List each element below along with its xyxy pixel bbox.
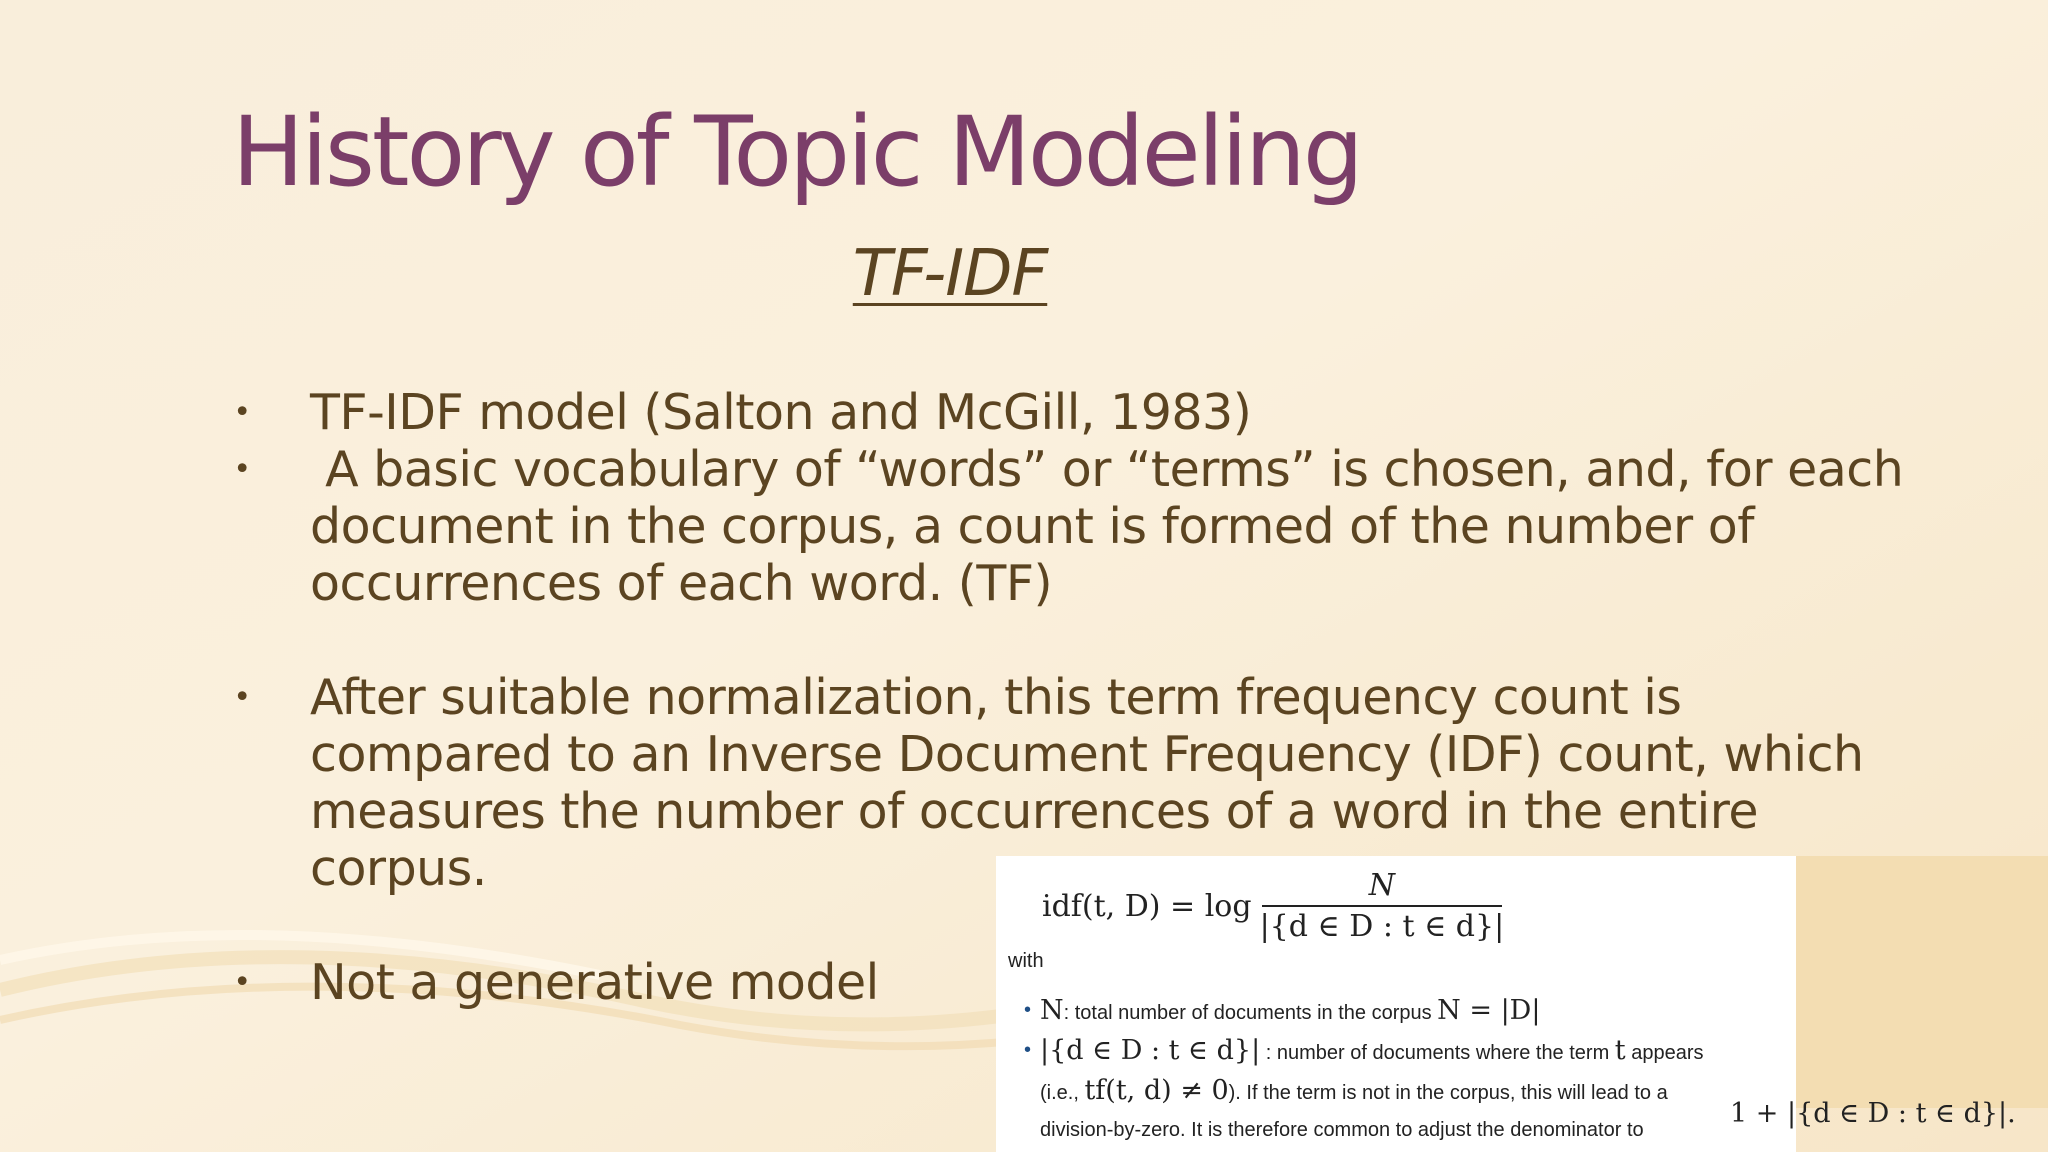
bullet-marker: • xyxy=(233,680,251,715)
idf-formula xyxy=(1042,868,1504,944)
slide-title: History of Topic Modeling xyxy=(232,96,1361,208)
idf-formula-image xyxy=(996,856,1796,1152)
bullet-line: compared to an Inverse Document Frequency (IDF) count, which xyxy=(310,726,1864,783)
definition-text: appears xyxy=(1625,1042,1704,1064)
bullet-line: measures the number of occurrences of a word in the entire xyxy=(310,783,1758,840)
definition-text: division-by-zero. It is therefore common to adjust the denominator to xyxy=(1040,1119,1644,1141)
bullet-item-vocabulary xyxy=(232,441,1912,612)
definition-text: : number of documents where the term xyxy=(1260,1042,1615,1064)
denominator-adjustment-math: 1 + |{d ∈ D : t ∈ d}|. xyxy=(1730,1098,2016,1129)
slide-subtitle: TF-IDF xyxy=(852,237,1048,311)
bullet-marker: • xyxy=(233,965,251,1000)
bullet-line: occurrences of each word. (TF) xyxy=(310,555,1053,612)
bullet-marker: • xyxy=(1024,999,1032,1021)
math-symbol: N xyxy=(1040,995,1064,1026)
definition-text: ). If the term is not in the corpus, this will lead to a xyxy=(1228,1082,1668,1104)
formula-denominator: |{d ∈ D : t ∈ d}| xyxy=(1259,909,1505,944)
bullet-line: After suitable normalization, this term frequency count is xyxy=(310,669,1682,726)
formula-fraction xyxy=(1260,868,1505,944)
math-symbol: t xyxy=(1614,1035,1626,1066)
definition-item xyxy=(1024,992,1994,1032)
definition-text: (i.e., xyxy=(1040,1082,1085,1104)
bullet-marker: • xyxy=(233,452,251,487)
bullet-line: corpus. xyxy=(310,840,487,897)
bullet-item-tfidf-model xyxy=(232,384,1912,441)
formula-numerator: N xyxy=(1262,868,1502,907)
bullet-marker: • xyxy=(1024,1039,1032,1061)
definition-text: : total number of documents in the corpus xyxy=(1063,1002,1438,1024)
math-symbol: |{d ∈ D : t ∈ d}| xyxy=(1040,1035,1261,1066)
math-symbol: tf(t, d) ≠ 0 xyxy=(1084,1075,1229,1106)
with-label: with xyxy=(1008,950,1044,972)
bullet-line: A basic vocabulary of “words” or “terms” is chosen, and, for each xyxy=(310,441,1904,498)
bullet-line: TF-IDF model (Salton and McGill, 1983) xyxy=(310,384,1252,441)
bullet-line: Not a generative model xyxy=(310,954,879,1011)
definition-item xyxy=(1024,1032,1994,1072)
bullet-marker: • xyxy=(233,395,251,430)
math-symbol: N = |D| xyxy=(1437,995,1541,1026)
formula-lhs: idf(t, D) = log xyxy=(1042,888,1252,924)
bullet-line: document in the corpus, a count is formed of the number of xyxy=(310,498,1754,555)
